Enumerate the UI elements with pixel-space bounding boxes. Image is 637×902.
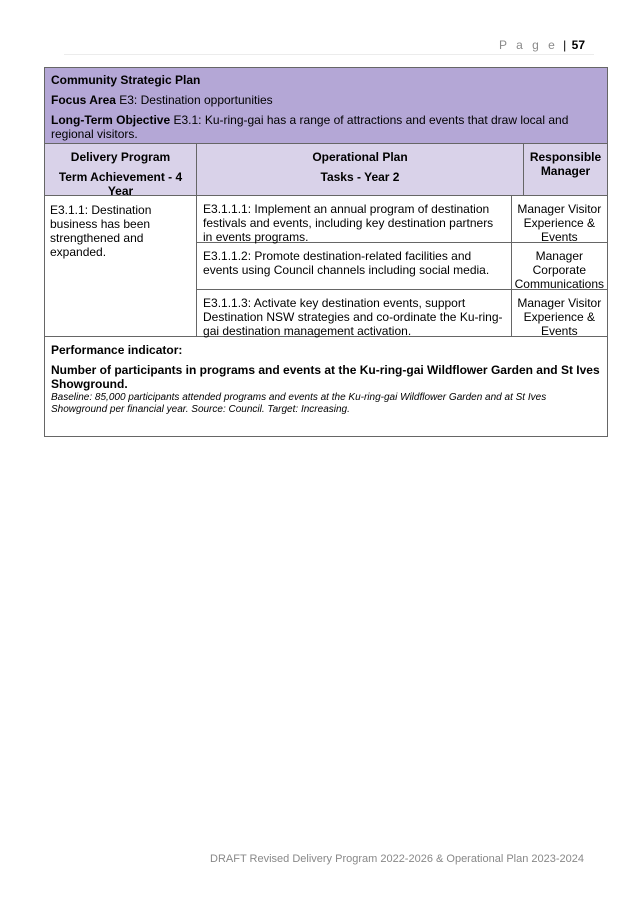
- focus-label: Focus Area: [51, 93, 116, 107]
- performance-indicator: [45, 337, 607, 436]
- tasks-year-title: Tasks - Year 2: [320, 170, 400, 184]
- tasks-column: [197, 196, 512, 336]
- performance-indicator-title: Performance indicator:: [51, 343, 183, 357]
- operational-plan-title: Operational Plan: [312, 150, 408, 164]
- delivery-program-header: [45, 144, 197, 198]
- term-achievement-cell: E3.1.1: Destination business has been strengthened and expanded.: [45, 196, 197, 336]
- operational-plan-header: [197, 144, 524, 195]
- focus-value: E3: Destination opportunities: [115, 93, 273, 107]
- performance-measure: Number of participants in programs and events at the Ku-ring-gai Wildflower Garden and St Ives Showground.: [51, 363, 600, 391]
- task-cell: E3.1.1.1: Implement an annual program of destination festivals and events, including key destination partners in events programs.: [203, 202, 494, 244]
- delivery-program-title: Delivery Program: [70, 150, 171, 164]
- document-footer: DRAFT Revised Delivery Program 2022-2026 & Operational Plan 2023-2024: [210, 853, 584, 865]
- strategic-plan-band: [45, 68, 607, 144]
- page-number-header: [499, 38, 585, 52]
- manager-cell: Manager Visitor Experience & Events: [517, 202, 602, 244]
- responsible-manager-header: [524, 144, 607, 195]
- column-header-row: [45, 144, 607, 196]
- plan-table: [44, 67, 608, 437]
- objective-label: Long-Term Objective: [51, 113, 171, 127]
- page-separator: |: [563, 38, 567, 52]
- page-number: 57: [571, 38, 585, 52]
- task-cell: E3.1.1.3: Activate key destination events, support Destination NSW strategies and co-ordinate the Ku-ring-gai destination management activation.: [197, 289, 511, 336]
- performance-baseline: Baseline: 85,000 participants attended programs and events at the Ku-ring-gai Wildflower Garden and at St Ives Showground per financial year. Source: Council. Target: Increasing.: [51, 392, 547, 415]
- csp-title: Community Strategic Plan: [51, 73, 201, 87]
- managers-column: [512, 196, 607, 336]
- manager-cell: Manager Visitor Experience & Events: [512, 289, 607, 336]
- task-cell: E3.1.1.2: Promote destination-related facilities and events using Council channels including social media.: [197, 242, 511, 289]
- plan-body: [45, 196, 607, 337]
- header-rule: [64, 54, 594, 55]
- objective-value: E3.1: Ku-ring-gai has a range of attractions and events that draw local and regional visitors.: [51, 113, 569, 141]
- focus-area: [51, 93, 601, 107]
- responsible-manager-title: Responsible Manager: [529, 150, 602, 178]
- page-word: P a g e: [499, 38, 558, 52]
- manager-cell: Manager Corporate Communications: [512, 242, 607, 289]
- term-achievement-title: Term Achievement - 4 Year: [58, 170, 183, 198]
- long-term-objective: [51, 113, 601, 141]
